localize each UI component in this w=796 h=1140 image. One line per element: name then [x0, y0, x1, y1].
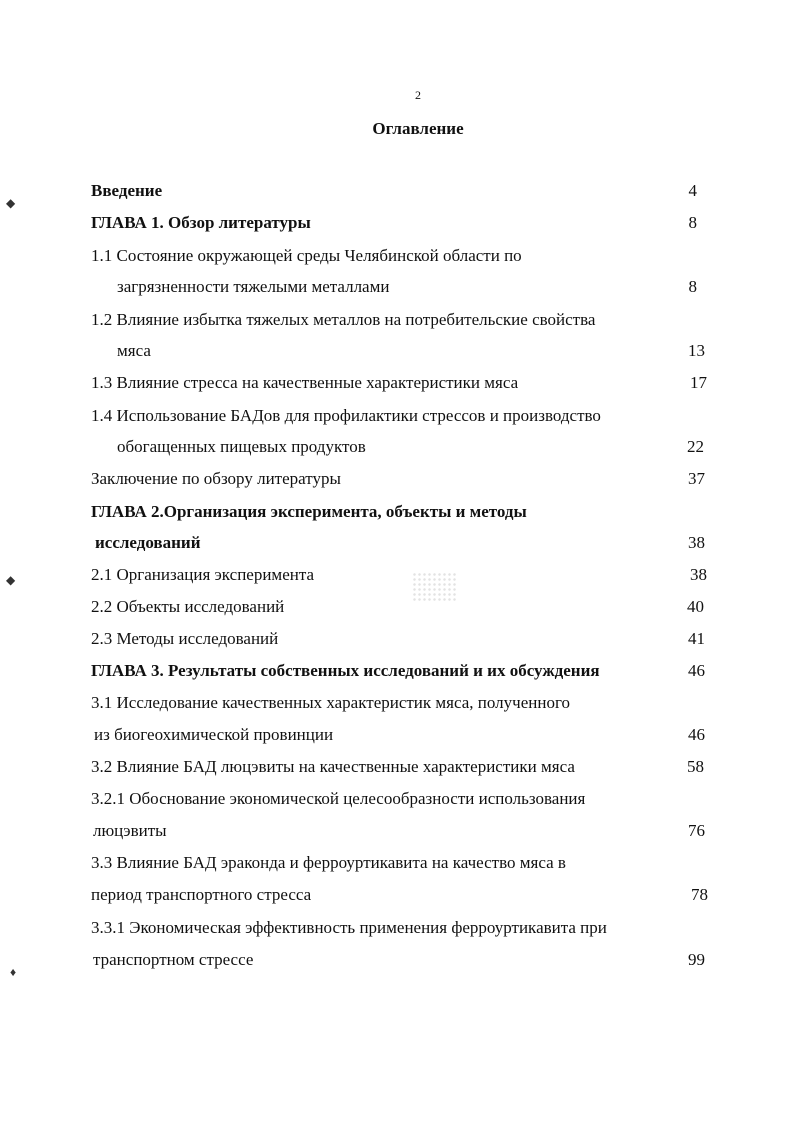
toc-entry-text[interactable]: 1.1 Состояние окружающей среды Челябинской области по: [91, 246, 522, 265]
toc-entry-text[interactable]: обогащенных пищевых продуктов: [117, 437, 366, 456]
toc-entry-text[interactable]: ГЛАВА 3. Результаты собственных исследований и их обсуждения: [91, 661, 600, 680]
toc-entry-page: 99: [688, 950, 705, 969]
toc-entry-page: 37: [688, 469, 705, 488]
toc-entry-page: 38: [690, 565, 707, 584]
toc-entry-text[interactable]: ГЛАВА 2.Организация эксперимента, объекты и методы: [91, 502, 527, 521]
toc-entry-text[interactable]: 3.3.1 Экономическая эффективность применения ферроуртикавита при: [91, 918, 607, 937]
scan-mark-icon: ♦: [10, 965, 17, 979]
toc-entry-page: 46: [688, 661, 705, 680]
scan-mark-icon: ◆: [6, 573, 16, 587]
toc-entry-page: 38: [688, 533, 705, 552]
toc-entry-page: 41: [688, 629, 705, 648]
toc-entry-page: 13: [688, 341, 705, 360]
toc-entry-text[interactable]: Введение: [91, 181, 163, 200]
toc-entry-text[interactable]: ГЛАВА 1. Обзор литературы: [91, 213, 311, 232]
toc-entry-text[interactable]: 3.3 Влияние БАД эраконда и ферроуртикавита на качество мяса в: [91, 853, 566, 872]
toc-entry-text[interactable]: 3.2.1 Обоснование экономической целесообразности использования: [91, 789, 586, 808]
toc-entry-text[interactable]: мяса: [117, 341, 151, 360]
toc-entry-text[interactable]: Заключение по обзору литературы: [91, 469, 341, 488]
toc-entry-text[interactable]: транспортном стрессе: [93, 950, 254, 969]
page-title: Оглавление: [372, 119, 464, 138]
toc-entry-text[interactable]: 3.1 Исследование качественных характеристик мяса, полученного: [91, 693, 570, 712]
toc-entry-page: 58: [687, 757, 704, 776]
scan-smudge: [412, 572, 458, 602]
toc-entry-page: 8: [688, 213, 697, 232]
toc-entry-text[interactable]: исследований: [95, 533, 201, 552]
toc-entry-page: 22: [687, 437, 704, 456]
scan-mark-icon: ◆: [6, 196, 16, 210]
toc-entry-text[interactable]: загрязненности тяжелыми металлами: [117, 277, 390, 296]
toc-entry-page: 46: [688, 725, 705, 744]
toc-entry-page: 78: [691, 885, 708, 904]
toc-entry-page: 4: [688, 181, 697, 200]
toc-entry-page: 8: [688, 277, 697, 296]
toc-entry-text[interactable]: 1.4 Использование БАДов для профилактики стрессов и производство: [91, 406, 601, 425]
toc-entry-text[interactable]: 2.1 Организация эксперимента: [91, 565, 315, 584]
page-number: 2: [415, 88, 421, 102]
toc-entry-text[interactable]: люцэвиты: [93, 821, 167, 840]
toc-entry-page: 17: [690, 373, 707, 392]
toc-entry-page: 40: [687, 597, 704, 616]
toc-entry-text[interactable]: 2.2 Объекты исследований: [91, 597, 285, 616]
toc-entry-text[interactable]: 1.3 Влияние стресса на качественные характеристики мяса: [91, 373, 519, 392]
toc-entry-text[interactable]: 1.2 Влияние избытка тяжелых металлов на потребительские свойства: [91, 310, 596, 329]
toc-entry-page: 76: [688, 821, 705, 840]
toc-entry-text[interactable]: 3.2 Влияние БАД люцэвиты на качественные характеристики мяса: [91, 757, 575, 776]
toc-entry-text[interactable]: из биогеохимической провинции: [94, 725, 334, 744]
toc-entry-text[interactable]: период транспортного стресса: [91, 885, 312, 904]
toc-entry-text[interactable]: 2.3 Методы исследований: [91, 629, 279, 648]
